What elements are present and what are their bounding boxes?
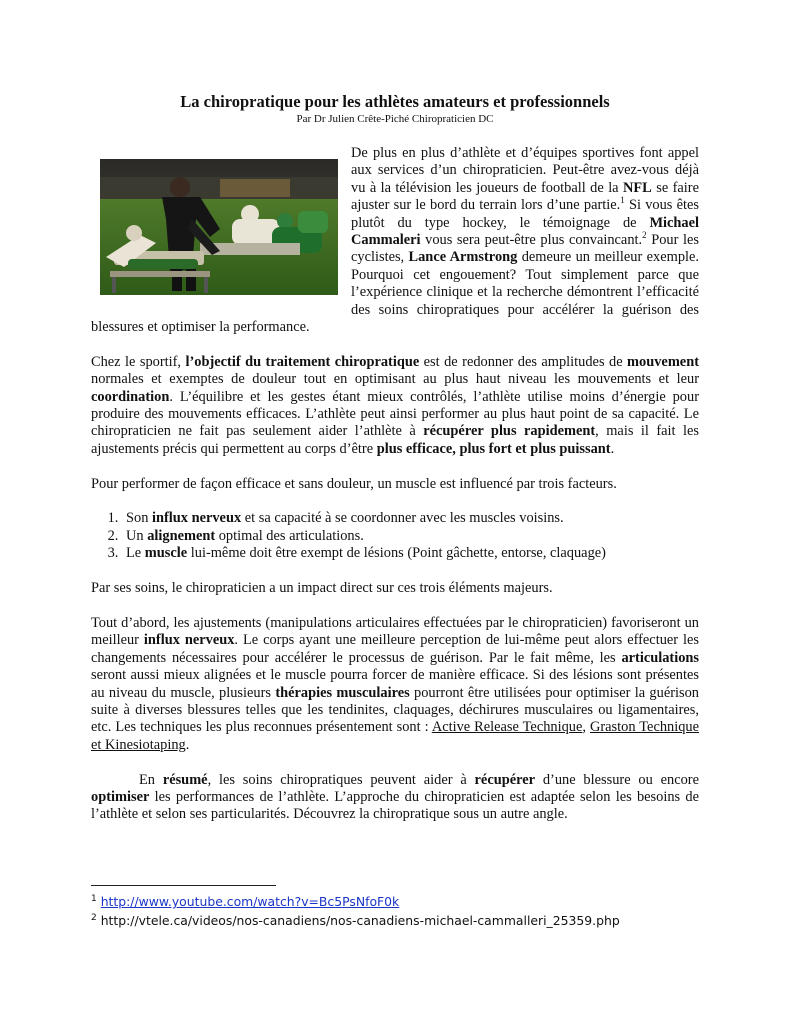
football-chiropractic-photo xyxy=(100,159,338,295)
paragraph-summary: En résumé, les soins chiropratiques peuvent aider à récupérer d’une blessure ou encore optimiser les performances de l’athlète. L’approche du chiropraticien est adaptée selon les besoins de l’athlète et selon ses particularités. Découvrez la chiropratique sous un autre angle. xyxy=(91,771,699,823)
footnote-1: $^1$ http://www.youtube.com/watch?v=Bc5PsNfoF0k xyxy=(91,893,400,909)
cammaleri-bold: Michael Cammaleri xyxy=(351,214,699,249)
author-byline: Par Dr Julien Crête-Piché Chiropraticien DC xyxy=(296,113,494,125)
article-body xyxy=(91,145,699,824)
footnote-divider xyxy=(91,885,276,886)
footnotes xyxy=(91,885,711,930)
footnote-ref-1: 1 xyxy=(620,195,625,206)
footnote-2: $^2$ http://vtele.ca/videos/nos-canadiens/nos-canadiens-michael-cammalleri_25359.php xyxy=(91,912,620,928)
nfl-bold: NFL xyxy=(623,179,652,196)
list-item: 1. Son influx nerveux et sa capacité à se coordonner avec les muscles voisins. xyxy=(122,510,699,527)
graston-link[interactable]: Graston Technique et Kinesiotaping xyxy=(91,719,700,753)
paragraph-objective: Chez le sportif, l’objectif du traitement chiropratique est de redonner des amplitudes de mouvement normales et exemptes de douleur tout en optimisant au plus haut niveau les mouvements et leur coordination. L’équilibre et les gestes étant mieux contrôlés, l’athlète utilise moins d’énergie pour produire des mouvements efficaces. L’athlète peut ainsi performer au plus haut point de sa capacité. Le chiropraticien ne fait pas seulement aider l’athlète à récupérer plus rapidement, mais il fait les ajustements précis qui permettent au corps d’être plus efficace, plus fort et plus puissant. xyxy=(91,353,699,457)
paragraph-intro: De plus en plus d’athlète et d’équipes sportives font appel aux services d’un chiropraticien. Peut-être avez-vous déjà vu à la télévision les joueurs de football de la NFL se faire ajuster sur le bord du terrain lors d’une partie.$^1$ Si vous êtes plutôt du type hockey, le témoignage de Michael Cammaleri vous sera peut-être plus convaincant.$^2$ Pour les cyclistes, Lance Armstrong demeure un meilleur exemple. Pourquoi cet engouement? Tout simplement parce que l’expérience clinique et la recherche démontrent l’efficacité des soins chiropratiques pour accélérer la guérison des blessures et optimiser la performance. xyxy=(91,145,699,336)
factors-list xyxy=(91,510,699,562)
active-release-link[interactable]: Active Release Technique xyxy=(431,719,583,736)
list-item: 2. Un alignement optimal des articulations. xyxy=(122,528,699,545)
paragraph-adjustments: Tout d’abord, les ajustements (manipulations articulaires effectuées par le chiropraticien) favoriseront un meilleur influx nerveux. Le corps ayant une meilleure perception de lui-même peut alors effectuer les changements nécessaires pour accélérer le processus de guérison. Par le fait même, les articulations seront aussi mieux alignées et le muscle pourra forcer de manière efficace. Si des lésions sont présentes au niveau du muscle, plusieurs thérapies musculaires pourront être utilisées pour optimiser la guérison suite à diverses blessures telles que les tendinites, claquages, déchirures musculaires ou ligamentaires, etc. Les techniques les plus reconnues présentement sont : Active Release Technique, Graston Technique et Kinesiotaping. xyxy=(91,614,700,753)
youtube-link[interactable]: http://www.youtube.com/watch?v=Bc5PsNfoF0k xyxy=(100,894,400,909)
vtele-url: http://vtele.ca/videos/nos-canadiens/nos-canadiens-michael-cammalleri_25359.php xyxy=(100,913,620,928)
footnote-ref-2: 2 xyxy=(642,230,647,241)
athlete-photo xyxy=(100,159,338,295)
paragraph-impact: Par ses soins, le chiropraticien a un impact direct sur ces trois éléments majeurs. xyxy=(91,580,553,597)
page-title: La chiropratique pour les athlètes amateurs et professionnels xyxy=(180,92,610,111)
list-item: 3. Le muscle lui-même doit être exempt de lésions (Point gâchette, entorse, claquage) xyxy=(122,545,699,562)
paragraph-factors: Pour performer de façon efficace et sans douleur, un muscle est influencé par trois facteurs. xyxy=(91,475,617,492)
armstrong-bold: Lance Armstrong xyxy=(408,249,518,266)
